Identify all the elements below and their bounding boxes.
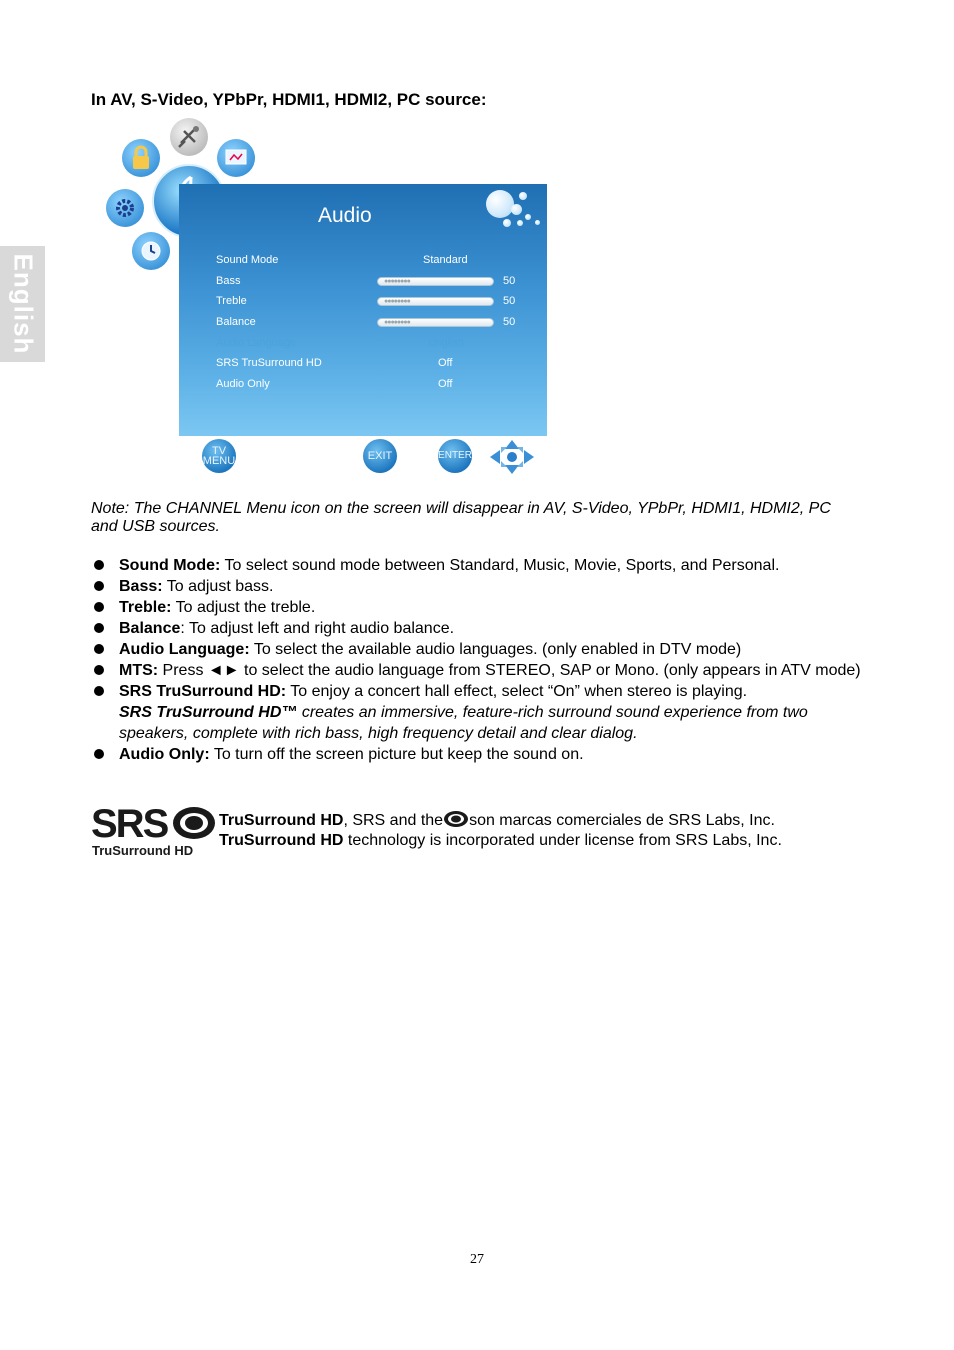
menu-row-srs-trusurround[interactable] <box>216 357 526 371</box>
row-label: Audio Only <box>216 378 270 390</box>
tv-menu-label-top: TV <box>211 445 227 457</box>
page-number: 27 <box>470 1252 484 1267</box>
list-item <box>91 681 871 744</box>
side-tab-label: English <box>8 253 38 355</box>
satellite-icon <box>170 118 208 156</box>
bullet-term: MTS: <box>119 662 159 679</box>
clock-icon <box>132 232 170 270</box>
note-text: Note: The CHANNEL Menu icon on the screen will disappear in AV, S-Video, YPbPr, HDMI1, HDMI2, PC and USB sources. <box>91 500 831 535</box>
bullet-text: To adjust the treble. <box>171 599 316 616</box>
bullet-term: Sound Mode: <box>119 557 221 574</box>
menu-title: Audio <box>318 204 372 227</box>
row-label: Balance <box>216 316 256 328</box>
bullet-term: SRS TruSurround HD: <box>119 683 287 700</box>
row-label: Bass <box>216 275 241 287</box>
treble-slider[interactable]: ●●●●●●●● <box>377 297 494 306</box>
bullet-term: Audio Only: <box>119 746 210 763</box>
bubbles-icon <box>481 184 547 232</box>
balance-slider[interactable]: ●●●●●●●● <box>377 318 494 327</box>
list-item <box>91 639 871 660</box>
row-value: Off <box>438 357 453 369</box>
bullet-text: Press ◄► to select the audio language from STEREO, SAP or Mono. (only appears in ATV mode) <box>158 662 861 679</box>
exit-label: EXIT <box>367 450 393 462</box>
srs-trademark-text <box>219 810 859 851</box>
menu-row-treble[interactable] <box>216 295 526 309</box>
gear-icon <box>106 189 144 227</box>
exit-button[interactable] <box>363 439 397 473</box>
enter-button[interactable] <box>438 439 472 473</box>
list-item <box>91 660 871 681</box>
bullet-text: To select the available audio languages. (only enabled in DTV mode) <box>249 641 742 658</box>
bullet-text: To adjust bass. <box>162 578 274 595</box>
enter-label: ENTER <box>438 450 472 461</box>
bass-slider[interactable]: ●●●●●●●● <box>377 277 494 286</box>
list-item <box>91 597 871 618</box>
menu-row-audio-language <box>216 337 526 351</box>
bullet-term: Audio Language: <box>119 641 250 658</box>
list-item <box>91 618 871 639</box>
srs-bold-1: TruSurround HD <box>219 812 344 829</box>
bullet-text: : To adjust left and right audio balance. <box>180 620 455 637</box>
arrow-pad-icon[interactable] <box>489 439 535 475</box>
srs-bold-2: TruSurround HD <box>219 832 344 849</box>
row-label: Audio Language <box>216 337 297 349</box>
menu-row-balance[interactable] <box>216 316 526 330</box>
bullet-sub-text: creates an immersive, feature-rich surround sound experience from two speakers, complete with rich bass, high frequency detail and clear dialog. <box>119 704 808 742</box>
row-value: 50 <box>503 275 516 287</box>
language-side-tab <box>0 246 45 362</box>
row-value: Off <box>438 378 453 390</box>
lock-icon <box>122 139 160 177</box>
srs-text-3: technology is incorporated under license from SRS Labs, Inc. <box>343 832 782 849</box>
row-label: SRS TruSurround HD <box>216 357 322 369</box>
list-item <box>91 576 871 597</box>
srs-trusurround-logo <box>91 803 217 857</box>
tv-menu-label-bottom: MENU <box>202 455 236 467</box>
bullet-term: Balance <box>119 620 181 637</box>
row-value: English <box>428 337 465 349</box>
picture-icon <box>217 139 255 177</box>
list-item <box>91 555 871 576</box>
bullet-text: To turn off the screen picture but keep the sound on. <box>209 746 584 763</box>
menu-row-sound-mode[interactable] <box>216 254 526 268</box>
bullet-text: To enjoy a concert hall effect, select “On” when stereo is playing. <box>286 683 748 700</box>
bullet-text: To select sound mode between Standard, Music, Movie, Sports, and Personal. <box>220 557 780 574</box>
srs-eye-icon <box>443 810 469 828</box>
svg-text:TruSurround HD: TruSurround HD <box>92 843 194 857</box>
row-value: 50 <box>503 295 516 307</box>
srs-text-1: , SRS and the <box>343 812 444 829</box>
menu-row-audio-only[interactable] <box>216 378 526 392</box>
bullet-sub-term: SRS TruSurround HD™ <box>119 704 298 721</box>
row-value: Standard <box>423 254 468 266</box>
menu-row-bass[interactable] <box>216 275 526 289</box>
audio-menu-panel <box>179 184 547 436</box>
row-label: Treble <box>216 295 247 307</box>
row-label: Sound Mode <box>216 254 279 266</box>
tv-menu-button[interactable] <box>202 439 236 473</box>
list-item <box>91 744 871 765</box>
feature-list <box>91 555 871 765</box>
row-value: 50 <box>503 316 516 328</box>
svg-text:SRS: SRS <box>91 803 168 846</box>
section-heading: In AV, S-Video, YPbPr, HDMI1, HDMI2, PC source: <box>91 90 487 109</box>
srs-text-2: son marcas comerciales de SRS Labs, Inc. <box>469 812 775 829</box>
bullet-term: Treble: <box>119 599 172 616</box>
audio-osd-illustration <box>100 114 552 478</box>
bullet-term: Bass: <box>119 578 163 595</box>
